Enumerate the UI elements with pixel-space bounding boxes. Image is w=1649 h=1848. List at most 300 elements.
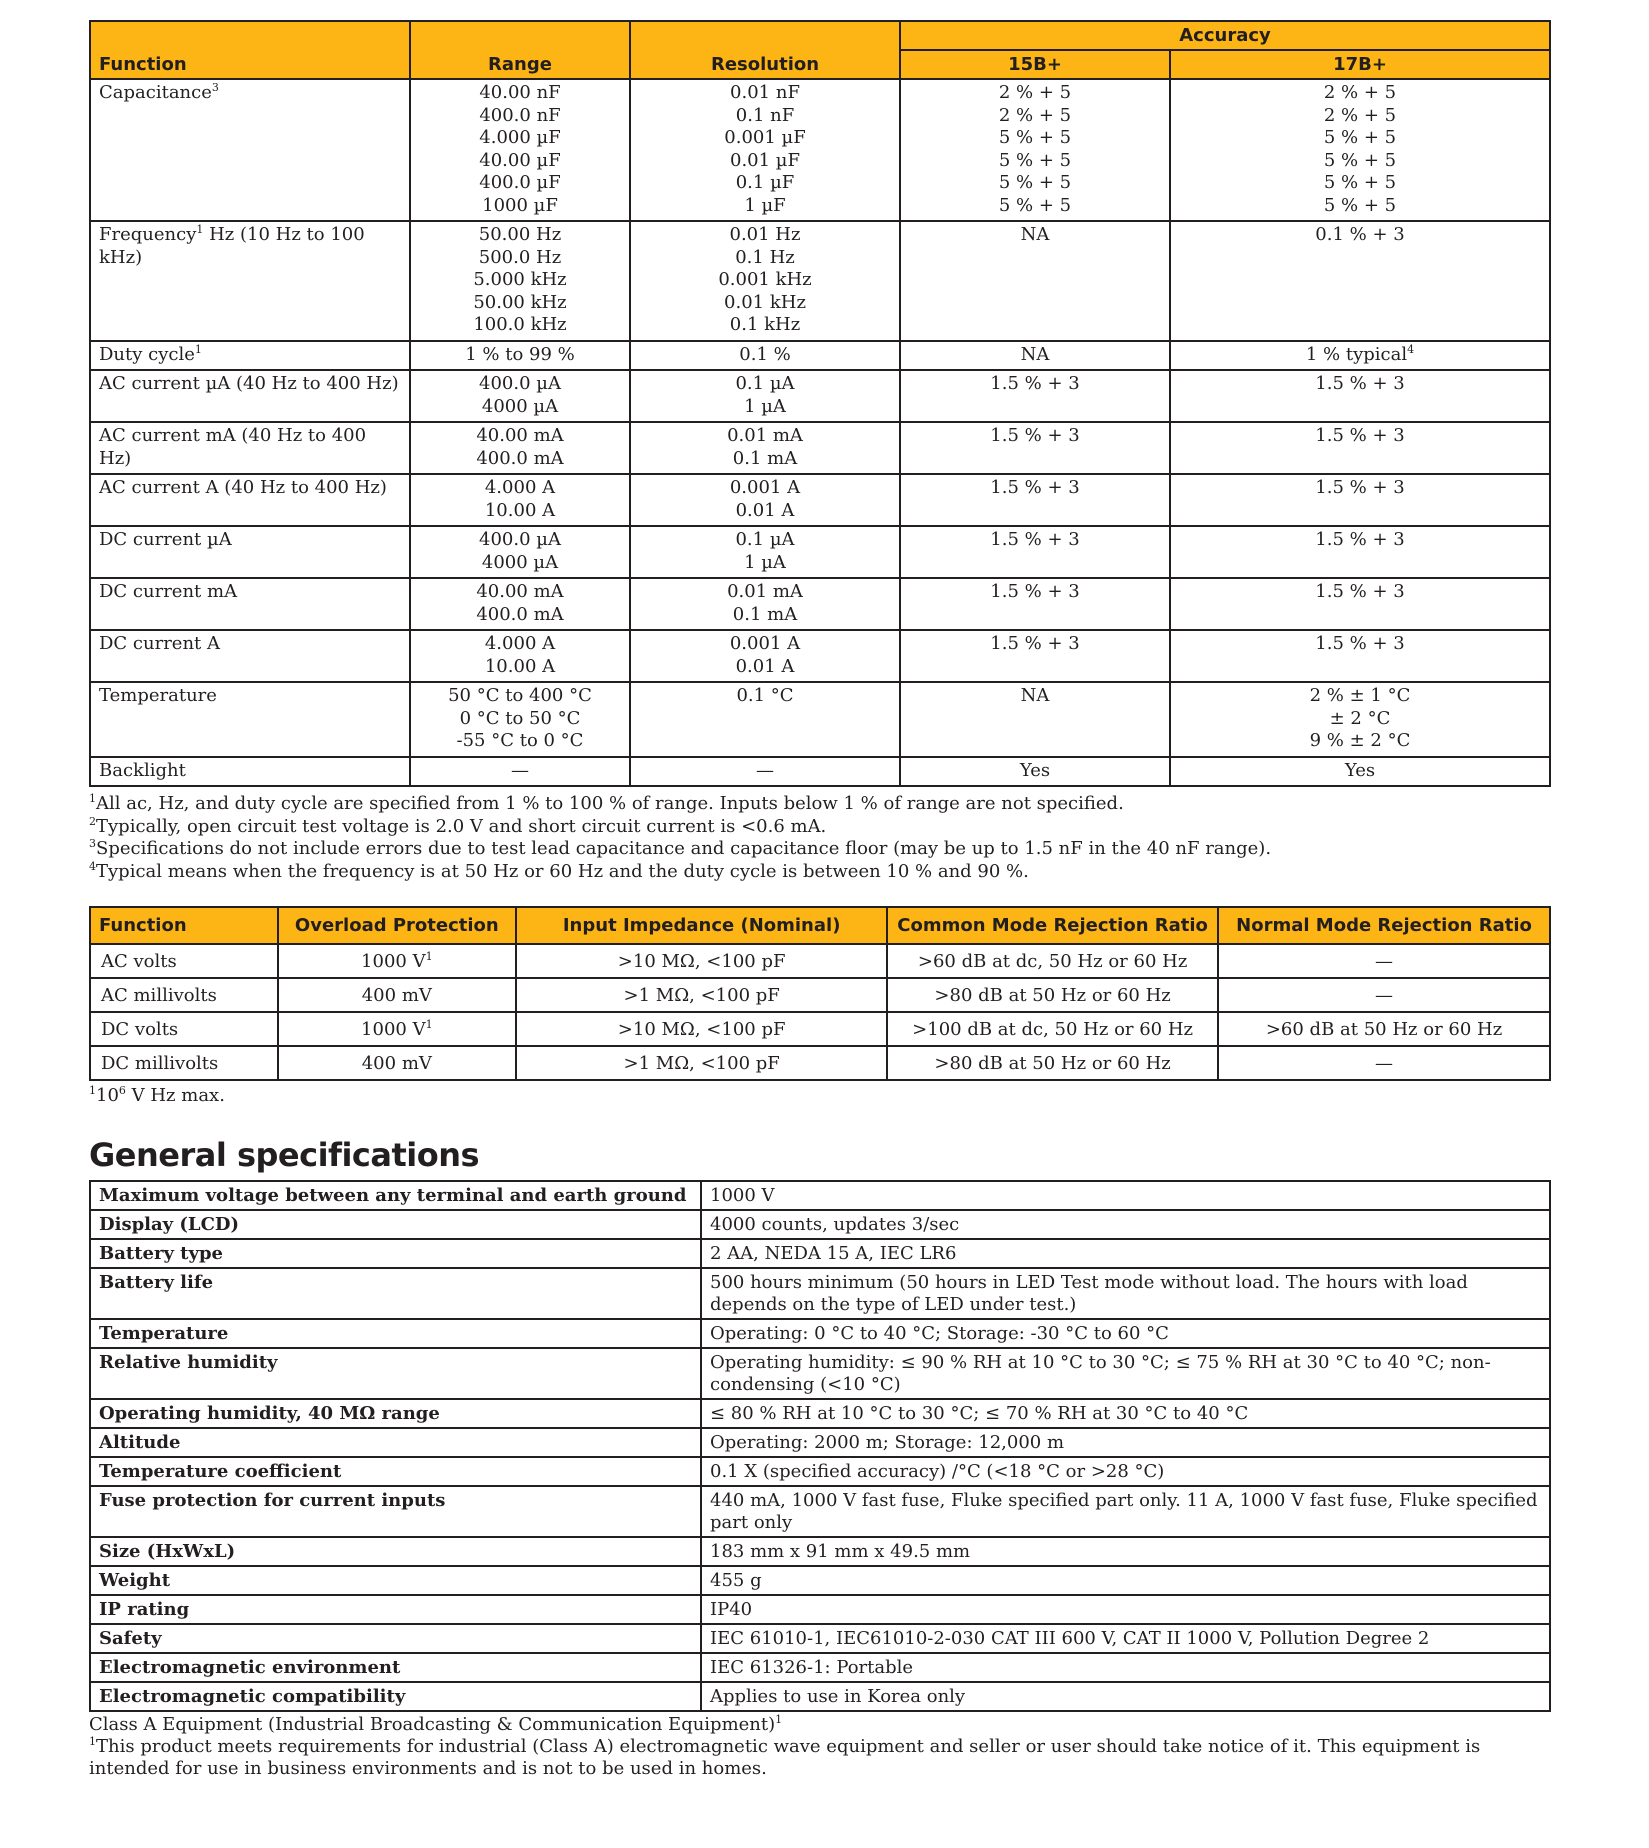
value-text: 0.01 µF [730,149,800,171]
value-line [1179,708,1541,731]
value-line [1179,224,1541,247]
accuracy-17b-cell [1170,221,1550,341]
spec-row [90,1239,1550,1268]
value-line [909,150,1161,173]
value-text: 0.01 kHz [724,291,806,313]
value-text: 5 % + 5 [998,127,1072,148]
function-label: AC current A (40 Hz to 400 Hz) [99,477,387,498]
value-line [639,500,891,523]
value-line [419,396,621,419]
value-text: 2 % + 5 [998,104,1072,126]
value-text: 4.000 A [484,633,556,654]
footnote-line [89,816,1551,839]
overload-value: 400 mV [361,984,432,1006]
footnote-marker: 1 [425,1017,433,1031]
value-text: 0.01 A [735,655,795,677]
value-text: 4.000 A [484,477,556,498]
range-cell [410,79,630,221]
spec-label: Altitude [90,1428,701,1457]
value-line [639,82,891,105]
spec-label: Display (LCD) [90,1210,701,1239]
range-cell [410,578,630,630]
function-cell [90,630,410,682]
value-line [909,373,1161,396]
cmrr-cell: >100 dB at dc, 50 Hz or 60 Hz [887,1012,1218,1046]
col-header-resolution: Resolution [630,21,900,79]
value-line [909,224,1161,247]
value-text: 0.1 µF [735,172,795,193]
accuracy-17b-cell [1170,757,1550,787]
value-line [639,656,891,679]
value-text: 1.5 % + 3 [990,425,1080,446]
accuracy-15b-cell [900,630,1170,682]
accuracy-15b-cell [900,474,1170,526]
footnote-marker: 1 [775,1713,783,1726]
value-text: 40.00 mA [476,425,564,446]
accuracy-17b-cell [1170,422,1550,474]
value-text: 400.0 µA [479,373,561,394]
table-row [90,79,1550,221]
accuracy-15b-cell [900,79,1170,221]
general-footer [89,1714,1551,1780]
header-row-top [90,21,1550,50]
value-line [639,224,891,247]
overload-value: 1000 V [361,950,426,972]
function-label: DC current mA [99,581,238,602]
value-line [639,425,891,448]
value-line [419,127,621,150]
footnote-marker: 1 [425,949,433,963]
col-header-model-15b: 15B+ [900,50,1170,79]
spec-value: Applies to use in Korea only [701,1682,1550,1711]
table-row [90,1046,1550,1080]
footnote-text: V Hz max. [125,1085,225,1106]
spec-label: Electromagnetic compatibility [90,1682,701,1711]
value-line [909,105,1161,128]
value-line [1179,633,1541,656]
value-text: 1.5 % + 3 [990,633,1080,654]
overload-cell [278,944,517,978]
value-text: 5 % + 5 [1323,127,1397,148]
function-cell: AC volts [90,944,278,978]
measurement-table-body [90,79,1550,786]
value-line [909,127,1161,150]
general-spec-table [89,1180,1551,1712]
value-line [419,105,621,128]
spec-label: Fuse protection for current inputs [90,1486,701,1537]
range-cell [410,221,630,341]
value-text: 1.5 % + 3 [990,373,1080,394]
value-line [419,195,621,218]
value-line [1179,529,1541,552]
nmrr-cell: >60 dB at 50 Hz or 60 Hz [1218,1012,1550,1046]
value-line [909,760,1161,783]
value-line [909,685,1161,708]
cmrr-cell: >80 dB at 50 Hz or 60 Hz [887,1046,1218,1080]
value-text: 100.0 kHz [473,314,567,335]
value-line [639,269,891,292]
value-line [1179,105,1541,128]
accuracy-17b-cell [1170,341,1550,371]
range-cell [410,341,630,371]
value-line [909,82,1161,105]
table-row [90,630,1550,682]
value-text: ± 2 °C [1329,707,1391,729]
function-cell: DC millivolts [90,1046,278,1080]
nmrr-cell: — [1218,944,1550,978]
function-label-suffix: Hz (10 Hz to 100 kHz) [99,224,365,268]
value-text: 0.1 µA [735,529,795,550]
value-text: 1.5 % + 3 [1315,581,1405,602]
resolution-cell [630,578,900,630]
value-text: 0.1 Hz [735,246,795,268]
function-cell [90,682,410,757]
value-text: 400.0 µF [479,172,561,193]
value-text: 5 % + 5 [998,194,1072,216]
accuracy-17b-cell [1170,526,1550,578]
value-line [639,172,891,195]
value-line [1179,150,1541,173]
cmrr-cell: >60 dB at dc, 50 Hz or 60 Hz [887,944,1218,978]
value-line [419,529,621,552]
accuracy-15b-cell [900,341,1170,371]
value-text: 50.00 Hz [478,224,562,245]
value-text: Yes [1019,759,1051,781]
value-line [639,448,891,471]
col-header-overload: Overload Protection [278,907,517,944]
class-a-note [89,1736,1551,1780]
table-row [90,370,1550,422]
spec-row [90,1566,1550,1595]
class-a-text: Class A Equipment (Industrial Broadcasting & Communication Equipment) [89,1714,776,1735]
value-line [419,150,621,173]
value-line [639,105,891,128]
footnote-marker: 1 [89,792,96,805]
spec-label: Safety [90,1624,701,1653]
value-text: 0.1 % [739,343,791,365]
resolution-cell [630,79,900,221]
table-row [90,578,1550,630]
value-text: 5.000 kHz [473,269,567,290]
accuracy-17b-cell [1170,474,1550,526]
spec-label: Temperature [90,1319,701,1348]
impedance-cell: >1 MΩ, <100 pF [516,1046,887,1080]
value-text: 1 % typical [1305,343,1408,365]
value-line [639,604,891,627]
spec-row [90,1595,1550,1624]
table-row [90,341,1550,371]
value-line [1179,425,1541,448]
spec-value: Operating: 2000 m; Storage: 12,000 m [701,1428,1550,1457]
overload-value: 1000 V [361,1018,426,1040]
spec-value: 455 g [701,1566,1550,1595]
spec-row [90,1537,1550,1566]
value-line [1179,477,1541,500]
value-text: NA [1020,224,1050,245]
spec-row [90,1399,1550,1428]
function-cell: AC millivolts [90,978,278,1012]
spec-label: Electromagnetic environment [90,1653,701,1682]
accuracy-17b-cell [1170,578,1550,630]
accuracy-15b-cell [900,757,1170,787]
spec-row [90,1348,1550,1399]
footnote-marker: 4 [89,859,96,873]
function-cell [90,370,410,422]
value-line [1179,373,1541,396]
value-text: 0.001 kHz [718,269,812,290]
accuracy-17b-cell [1170,630,1550,682]
range-cell [410,757,630,787]
value-text: 9 % ± 2 °C [1309,730,1411,751]
cmrr-cell: >80 dB at 50 Hz or 60 Hz [887,978,1218,1012]
value-line [1179,730,1541,753]
value-text: 1.5 % + 3 [990,529,1080,550]
nmrr-cell: — [1218,1046,1550,1080]
value-line [419,500,621,523]
accuracy-17b-cell [1170,79,1550,221]
value-text: 400.0 mA [476,447,564,469]
value-line [419,760,621,783]
value-line [909,344,1161,367]
value-text: 1.5 % + 3 [1315,529,1405,550]
value-line [909,425,1161,448]
footnote-marker: 2 [89,814,96,828]
value-text: 0.001 µF [724,127,806,148]
value-line [639,373,891,396]
footnote-text: All ac, Hz, and duty cycle are specified from 1 % to 100 % of range. Inputs below 1 % of range are not specified. [96,793,1124,814]
spec-value: 440 mA, 1000 V fast fuse, Fluke specified part only. 11 A, 1000 V fast fuse, Fluke specified part only [701,1486,1550,1537]
value-text: 4000 µA [481,395,559,417]
function-label: Backlight [99,759,186,781]
value-text: 0.1 °C [736,685,794,706]
accuracy-15b-cell [900,370,1170,422]
value-text: 40.00 nF [479,82,561,103]
value-text: 1.5 % + 3 [990,477,1080,498]
function-label: DC current A [99,633,221,654]
measurement-spec-table [89,20,1551,787]
value-line [419,373,621,396]
resolution-cell [630,370,900,422]
footnote-line [89,861,1551,884]
value-line [909,477,1161,500]
table-row [90,978,1550,1012]
spec-row [90,1319,1550,1348]
value-text: 1 % to 99 % [465,343,575,365]
resolution-cell [630,682,900,757]
spec-value: IEC 61010-1, IEC61010-2-030 CAT III 600 V, CAT II 1000 V, Pollution Degree 2 [701,1624,1550,1653]
value-text: 5 % + 5 [1323,149,1397,171]
value-text: 50.00 kHz [473,291,567,313]
footnote-line [89,793,1551,816]
nmrr-cell: — [1218,978,1550,1012]
value-text: 0.01 nF [730,82,800,103]
footnote-line [89,838,1551,861]
value-text: 2 % + 5 [1323,104,1397,126]
value-line [419,224,621,247]
spec-label: Maximum voltage between any terminal and earth ground [90,1181,701,1210]
value-line [419,633,621,656]
spec-row [90,1210,1550,1239]
spec-row [90,1624,1550,1653]
footnote-marker: 1 [89,1735,96,1748]
value-text: 1.5 % + 3 [1315,477,1405,498]
value-text: 1 µA [744,395,786,417]
spec-label: Relative humidity [90,1348,701,1399]
function-label: Duty cycle [99,343,195,365]
value-line [419,656,621,679]
accuracy-15b-cell [900,422,1170,474]
col-header-function: Function [90,21,410,79]
value-text: -55 °C to 0 °C [456,730,584,751]
spec-label: Battery type [90,1239,701,1268]
function-label: Capacitance [99,82,212,103]
value-line [1179,127,1541,150]
value-line [639,529,891,552]
table-row [90,221,1550,341]
col-header-range: Range [410,21,630,79]
value-text: 0.1 µA [735,373,795,394]
impedance-cell: >1 MΩ, <100 pF [516,978,887,1012]
function-cell [90,79,410,221]
value-line [1179,581,1541,604]
value-text: NA [1020,685,1050,706]
value-line [639,247,891,270]
value-line [909,195,1161,218]
range-cell [410,474,630,526]
value-text: 4000 µA [481,551,559,573]
value-line [1179,685,1541,708]
value-line [1179,172,1541,195]
spec-label: Operating humidity, 40 MΩ range [90,1399,701,1428]
overload-value: 400 mV [361,1052,432,1074]
value-line [419,552,621,575]
spec-label: Battery life [90,1268,701,1319]
value-line [909,172,1161,195]
col-header-impedance: Input Impedance (Nominal) [516,907,887,944]
function-cell [90,578,410,630]
spec-row [90,1428,1550,1457]
value-text: — [756,759,774,781]
spec-row [90,1682,1550,1711]
value-text: 0.01 mA [727,581,803,602]
measurement-footnotes [89,793,1551,883]
footnote-marker: 1 [196,223,204,236]
spec-value: 4000 counts, updates 3/sec [701,1210,1550,1239]
value-text: 500.0 Hz [478,246,562,268]
spec-label: IP rating [90,1595,701,1624]
value-text: 1.5 % + 3 [1315,425,1405,446]
resolution-cell [630,474,900,526]
value-text: 0 °C to 50 °C [459,707,581,729]
value-text: 40.00 mA [476,581,564,602]
value-line [1179,195,1541,218]
value-line [419,708,621,731]
spec-row [90,1457,1550,1486]
value-text: 400.0 mA [476,603,564,625]
accuracy-15b-cell [900,578,1170,630]
spec-row [90,1486,1550,1537]
value-line [1179,760,1541,783]
footnote-exponent: 6 [118,1084,126,1097]
accuracy-15b-cell [900,221,1170,341]
value-line [419,581,621,604]
value-text: 5 % + 5 [998,149,1072,171]
value-line [419,247,621,270]
value-text: 10.00 A [484,655,556,677]
value-line [639,581,891,604]
value-line [419,477,621,500]
function-cell [90,474,410,526]
value-text: 50 °C to 400 °C [448,685,592,706]
footnote-text: Typical means when the frequency is at 50 Hz or 60 Hz and the duty cycle is between 10 % and 90 %. [96,860,1029,882]
overload-cell [278,1046,517,1080]
range-cell [410,682,630,757]
value-text: 0.1 kHz [729,314,801,335]
range-cell [410,370,630,422]
value-line [909,529,1161,552]
value-line [639,396,891,419]
value-text: Yes [1344,759,1376,781]
function-label: Temperature [99,685,217,706]
range-cell [410,630,630,682]
value-text: 10.00 A [484,499,556,521]
value-line [419,82,621,105]
value-line [419,292,621,315]
value-line [639,477,891,500]
value-text: 0.1 nF [735,104,795,126]
accuracy-17b-cell [1170,370,1550,422]
value-line [639,314,891,337]
table-row [90,1012,1550,1046]
range-cell [410,422,630,474]
col-header-cmrr: Common Mode Rejection Ratio [887,907,1218,944]
table-row [90,944,1550,978]
value-text: 0.1 mA [732,447,798,469]
overload-cell [278,1012,517,1046]
overload-cell [278,978,517,1012]
col-header-nmrr: Normal Mode Rejection Ratio [1218,907,1550,944]
class-a-note-text: This product meets requirements for industrial (Class A) electromagnetic wave equipment and seller or user should take notice of it. This equipment is intended for use in business environments and is not to be used in homes. [89,1736,1481,1779]
value-line [419,172,621,195]
value-line [639,292,891,315]
value-text: 0.001 A [729,633,801,654]
value-line [639,633,891,656]
value-line [419,604,621,627]
table-row [90,474,1550,526]
accuracy-17b-cell [1170,682,1550,757]
value-line [419,448,621,471]
value-line [639,127,891,150]
protection-table-body [90,944,1550,1080]
value-text: 0.001 A [729,477,801,498]
value-line [639,552,891,575]
value-text: 400.0 µA [479,529,561,550]
spec-row [90,1653,1550,1682]
value-text: 0.1 % + 3 [1315,224,1405,245]
value-text: 2 % + 5 [1323,82,1397,103]
value-line [639,150,891,173]
value-text: 1000 µF [482,194,558,216]
footnote-base: 10 [96,1085,119,1106]
value-text: 4.000 µF [479,127,561,148]
protection-header-row [90,907,1550,944]
footnote-marker: 3 [89,837,96,850]
protection-footnote [89,1085,1551,1106]
spec-value: 0.1 X (specified accuracy) /°C (<18 °C or >28 °C) [701,1457,1550,1486]
footnote-text: Typically, open circuit test voltage is 2.0 V and short circuit current is <0.6 mA. [96,815,827,837]
spec-row [90,1181,1550,1210]
value-line [639,760,891,783]
